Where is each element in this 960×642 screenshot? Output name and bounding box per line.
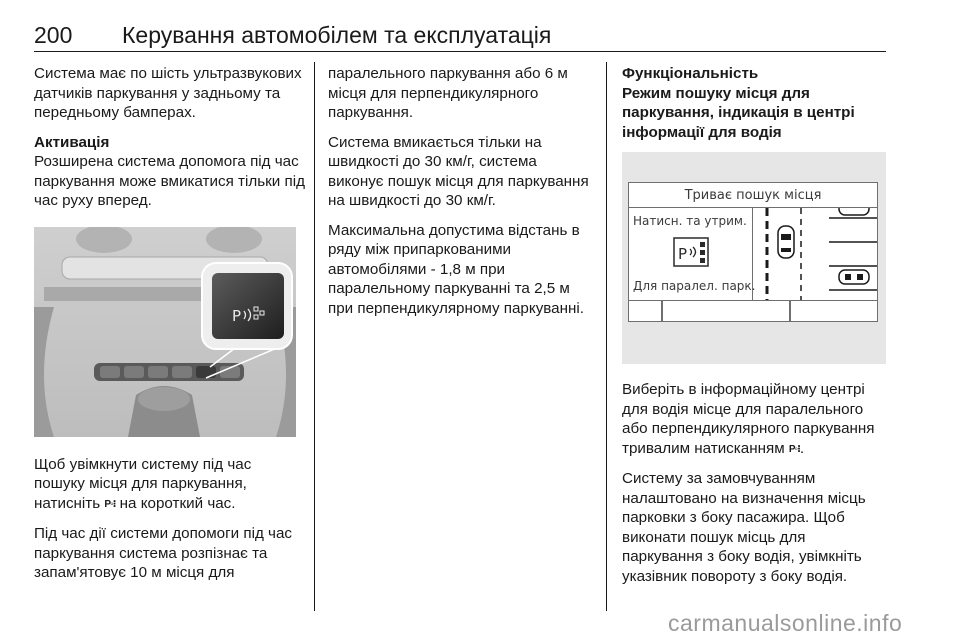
activate-post-text: на короткий час. [119, 494, 236, 512]
console-photo-illustration [34, 227, 296, 437]
select-pre-text: Виберіть в інформаційному центрі для водія місце для паралельного або перпендикулярного паркування тривалим натисканням [622, 381, 875, 457]
select-post-text: . [799, 439, 805, 457]
site-watermark: carmanualsonline.info [668, 610, 903, 636]
display-bottom-bar [629, 300, 877, 321]
activation-heading: Активація [34, 133, 110, 151]
distance-paragraph: Максимальна допустима відстань в ряду між припаркованими автомобілями - 1,8 м при паралельному паркуванні та 2,5 м при перпендикулярному паркуванні. [328, 221, 584, 317]
page-number: 200 [34, 22, 73, 48]
column-3 [622, 64, 890, 596]
park-assist-icon: P◦⁝ [104, 498, 116, 510]
activate-pre-text: Щоб увімкнути систему під час пошуку місця для паркування, натисніть [34, 455, 252, 512]
park-assist-icon-inline: P◦⁝ [788, 443, 800, 455]
activation-paragraph: Розширена система допомога під час паркування може вмикатися тільки під час руху вперед. [34, 153, 305, 209]
column-divider-left [314, 62, 315, 611]
driver-info-display-figure [622, 152, 886, 364]
activate-instruction [34, 455, 306, 515]
page-header [34, 22, 886, 52]
park-symbol-letter: P [104, 498, 111, 510]
intro-paragraph: Система має по шість ультразвукових датчиків паркування у задньому та передньому бамперах. [34, 65, 302, 121]
search-mode-heading: Режим пошуку місця для паркування, індикація в центрі інформації для водія [622, 84, 855, 141]
space-size-paragraph: паралельного паркування або 6 м місця для перпендикулярного паркування. [328, 65, 568, 121]
column-1 [34, 64, 306, 593]
detect-paragraph: Під час дії системи допомоги під час паркування система розпізнає та запам'ятовує 10 м місця для [34, 525, 293, 581]
display-bottom-divider-1 [661, 301, 663, 321]
column-divider-right [606, 62, 607, 611]
display-title: Триває пошук місця [629, 183, 877, 208]
display-bottom-divider-2 [789, 301, 791, 321]
header-rule [34, 51, 886, 52]
svg-text:P: P [232, 306, 242, 325]
svg-text:P: P [678, 245, 688, 263]
parking-scene-icon [753, 208, 877, 300]
speed-paragraph: Система вмикається тільки на швидкості до 30 км/г, система виконує пошук місця для паркування на швидкості до 30 км/г. [328, 133, 589, 209]
display-left-panel [629, 208, 756, 300]
driver-info-display [628, 182, 878, 322]
park-assist-display-icon [673, 237, 709, 267]
display-parking-graphic [753, 208, 877, 300]
display-hint: Натисн. та утрим. [633, 214, 747, 228]
functionality-heading: Функціональність [622, 65, 759, 82]
default-side-paragraph: Систему за замовчуванням налаштовано на визначення місць парковки з боку пасажира. Щоб виконати пошук місць для паркування з боку водія, увімкніть указівник повороту з боку водія. [622, 470, 866, 585]
column-2 [328, 64, 596, 328]
console-button-photo [34, 227, 296, 437]
display-mode-label: Для паралел. парк. [633, 279, 756, 293]
page-title: Керування автомобілем та експлуатація [122, 22, 552, 48]
select-mode-paragraph [622, 380, 890, 459]
park-symbol-letter-2: P [788, 443, 795, 455]
